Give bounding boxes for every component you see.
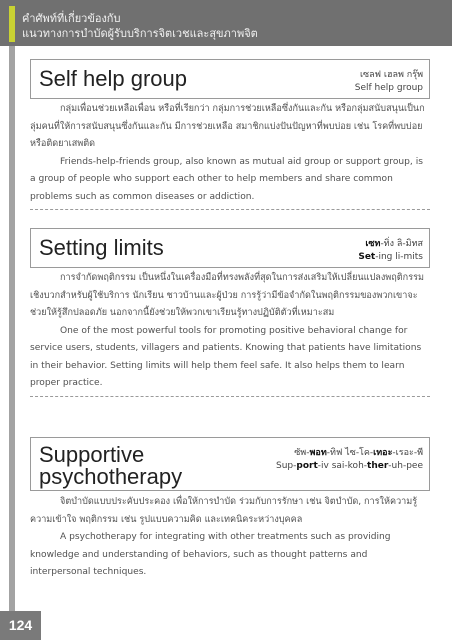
glossary-entry bbox=[30, 228, 430, 268]
definition-english: One of the most powerful tools for promoting positive behavioral change for service users, students, villagers and patients. Knowing that patients have limitations in their behavior. Setting limits will help them feel safe. It also helps them to learn proper practice. bbox=[30, 325, 422, 388]
term-title-line1: Supportive bbox=[39, 442, 145, 467]
term-box bbox=[30, 59, 430, 99]
definition bbox=[30, 494, 430, 582]
term-box bbox=[30, 437, 430, 491]
definition-thai: จิตบำบัดแบบประคับประคอง เพื่อให้การบำบัด ร่วมกับการรักษา เช่น จิตบำบัด, การให้ความรู้ ความเข้าใจ พฤติกรรม เช่น รูปแบบความคิด และเทคนิคระหว่างบุคคล bbox=[30, 497, 418, 525]
header-title-line1: คำศัพท์ที่เกี่ยวข้องกับ bbox=[22, 12, 121, 25]
definition bbox=[30, 101, 430, 210]
pronunciation-romanized: Self help group bbox=[354, 83, 423, 93]
definition-english: A psychotherapy for integrating with other treatments such as providing knowledge and understanding of behaviors, such as thought patterns and interpersonal techniques. bbox=[30, 532, 391, 577]
definition-thai: กลุ่มเพื่อนช่วยเหลือเพื่อน หรือที่เรียกว่า กลุ่มการช่วยเหลือซึ่งกันและกัน หรือกลุ่มสนับสนุนเป็นกลุ่มคนที่ให้การสนับสนุนซึ่งกันและกัน มีการช่วยเหลือ สมาชิกแบ่งปันปัญหาที่พบบ่อย เช่น โรคที่พบบ่อยหรือติดยาเสพติด bbox=[30, 104, 425, 149]
pronunciation-romanized: Set-ing li-mits bbox=[358, 252, 423, 262]
left-margin-bar bbox=[9, 46, 15, 611]
term-title: Self help group bbox=[39, 66, 187, 91]
definition-thai: การจำกัดพฤติกรรม เป็นหนึ่งในเครื่องมือที่ทรงพลังที่สุดในการส่งเสริมให้เปลี่ยนแปลงพฤติกรรมเชิงบวกสำหรับผู้ใช้บริการ นักเรียน ชาวบ้านและผู้ป่วย การรู้ว่ามีข้อจำกัดในพฤติกรรมของพวกเขาจะช่วยให้รู้สึกปลอดภัย นอกจากนี้ยังช่วยให้พวกเขาเรียนรู้ทางปฏิบัติตัวที่เหมาะสม bbox=[30, 273, 424, 318]
term-title: Setting limits bbox=[39, 235, 164, 260]
term-title-line2: psychotherapy bbox=[39, 464, 183, 489]
glossary-entry bbox=[30, 59, 430, 99]
definition bbox=[30, 270, 430, 397]
pronunciation-thai: ซัพ-พอท-ทิฟ ไซ-โค-เทอะ-เรอะ-พี bbox=[294, 448, 423, 458]
glossary-entry bbox=[30, 437, 430, 491]
header-accent-bar bbox=[9, 6, 15, 42]
definition-english: Friends-help-friends group, also known as mutual aid group or support group, is a group of people who support each other to help members and share common problems such as common diseases or addiction. bbox=[30, 156, 423, 202]
pronunciation-thai: เซลฟ เฮลพ กรุ๊พ bbox=[359, 70, 423, 80]
term-box bbox=[30, 228, 430, 268]
header-title-line2: แนวทางการบำบัดผู้รับบริการจิตเวชและสุขภาพจิต bbox=[22, 27, 258, 40]
pronunciation-thai: เซท-ทิ่ง ลิ-มิทส bbox=[365, 239, 423, 249]
entry-divider bbox=[30, 396, 430, 397]
page-number: 124 bbox=[0, 611, 41, 640]
entry-divider bbox=[30, 209, 430, 210]
pronunciation-romanized: Sup-port-iv sai-koh-ther-uh-pee bbox=[276, 461, 423, 471]
page-header bbox=[0, 0, 452, 46]
